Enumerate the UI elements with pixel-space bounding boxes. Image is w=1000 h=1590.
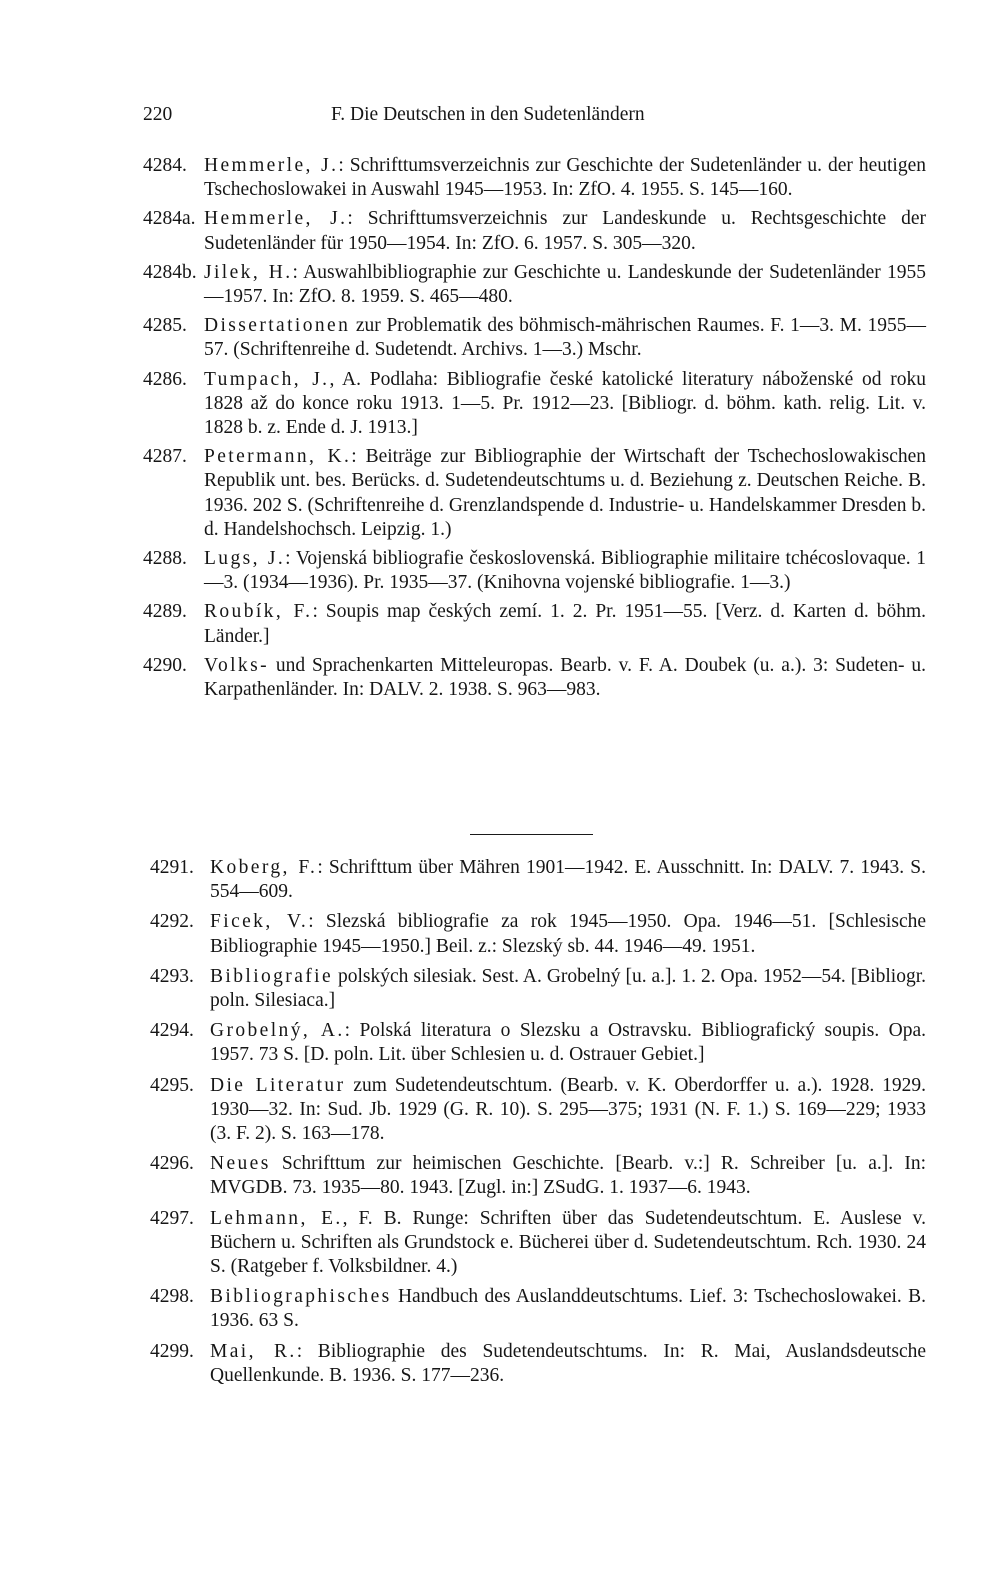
entry-author: Mai, R. <box>210 1340 297 1362</box>
bibliography-entry <box>143 1340 926 1388</box>
entry-number: 4288. <box>143 548 187 570</box>
entry-number: 4290. <box>143 654 187 676</box>
entry-author: Lugs, J. <box>204 548 286 570</box>
bibliography-entry <box>143 965 926 1013</box>
bibliography-entry <box>143 1074 926 1147</box>
running-title: F. Die Deutschen in den Sudetenländern <box>331 104 645 125</box>
section-divider <box>470 834 593 835</box>
bibliography-section-1 <box>143 154 926 707</box>
entry-author: Jilek, H. <box>204 261 293 283</box>
entry-author: Bibliographisches <box>210 1286 392 1308</box>
entry-number: 4296. <box>150 1153 194 1175</box>
bibliography-entry <box>143 154 926 202</box>
bibliography-entry <box>143 1285 926 1333</box>
bibliography-entry <box>143 207 926 255</box>
entry-number: 4293. <box>150 965 194 987</box>
page-number: 220 <box>143 104 173 125</box>
bibliography-entry <box>143 1207 926 1280</box>
entry-author: Lehmann, E. <box>210 1207 343 1229</box>
entry-text: , F. B. Runge: Schriften über das Sudetendeutschtum. E. Auslese v. Büchern u. Schriften als Grundstock e. Bücherei über d. Sudetendeutschtum. Rch. 1930. 24 S. (Ratgeber f. Volksbildner. 4.) <box>210 1207 927 1278</box>
bibliography-entry <box>143 910 926 958</box>
entry-author: Volks- <box>204 654 269 676</box>
entry-author: Hemmerle, J. <box>204 208 348 230</box>
bibliography-entry <box>143 261 926 309</box>
entry-number: 4297. <box>150 1207 194 1229</box>
entry-text: : Schrifttumsverzeichnis zur Geschichte der Sudetenländer u. der heutigen Tschechoslowakei in Auswahl 1945—1953. In: ZfO. 4. 1955. S. 145—160. <box>204 155 926 201</box>
bibliography-section-2 <box>143 856 926 1394</box>
entry-text: und Sprachenkarten Mitteleuropas. Bearb. v. F. A. Doubek (u. a.). 3: Sudeten- u. Karpathenländer. In: DALV. 2. 1938. S. 963—983. <box>204 654 926 701</box>
entry-number: 4289. <box>143 601 187 623</box>
entry-number: 4299. <box>150 1340 194 1362</box>
bibliography-entry <box>143 856 926 904</box>
entry-number: 4284b. <box>143 261 197 283</box>
entry-number: 4298. <box>150 1286 194 1308</box>
page-header <box>143 104 850 130</box>
entry-text: : Bibliographie des Sudetendeutschtums. In: R. Mai, Auslandsdeutsche Quellenkunde. B. 1936. S. 177—236. <box>210 1340 927 1386</box>
entry-text: : Beiträge zur Bibliographie der Wirtschaft der Tschechoslowakischen Republik unt. bes. Berücks. d. Sudetendeutschtums u. d. Beziehung z. Deutschen Reiche. B. 1936. 202 S. (Schriftenreihe d. Grenzlandspende d. Industrie- u. Handelskammer Dresden b. d. Handelshochsch. Leipzig. 1.) <box>204 446 926 540</box>
bibliography-entry <box>143 654 926 702</box>
entry-text: , A. Podlaha: Bibliografie české katolické literatury náboženské od roku 1828 až do konce roku 1913. 1—5. Pr. 1912—23. [Bibliogr. d. böhm. kath. relig. Lit. v. 1828 b. z. Ende d. J. 1913.] <box>204 368 926 439</box>
entry-number: 4292. <box>150 911 194 933</box>
entry-text: zur Problematik des böhmisch-mährischen Raumes. F. 1—3. M. 1955—57. (Schriftenreihe d. Sudetendt. Archivs. 1—3.) Mschr. <box>204 315 926 361</box>
entry-text: : Schrifttumsverzeichnis zur Landeskunde u. Rechtsgeschichte der Sudetenländer für 1950—1954. In: ZfO. 6. 1957. S. 305—320. <box>204 208 926 254</box>
entry-number: 4295. <box>150 1074 194 1096</box>
entry-text: : Polská literatura o Slezsku a Ostravsku. Bibliografický soupis. Opa. 1957. 73 S. [D. poln. Lit. über Schlesien u. d. Ostrauer Gebiet.] <box>210 1020 926 1066</box>
entry-author: Grobelný, A. <box>210 1020 345 1042</box>
entry-text: polských silesiak. Sest. A. Grobelný [u. a.]. 1. 2. Opa. 1952—54. [Bibliogr. poln. Silesiaca.] <box>210 965 926 1012</box>
entry-author: Roubík, F. <box>204 601 313 623</box>
bibliography-entry <box>143 600 926 648</box>
entry-author: Bibliografie <box>210 965 334 987</box>
entry-author: Tumpach, J. <box>204 368 330 390</box>
entry-text: : Auswahlbibliographie zur Geschichte u. Landeskunde der Sudetenländer 1955—1957. In: ZfO. 8. 1959. S. 465—480. <box>204 261 926 308</box>
entry-author: Die Literatur <box>210 1074 346 1096</box>
entry-text: zum Sudetendeutschtum. (Bearb. v. K. Oberdorffer u. a.). 1928. 1929. 1930—32. In: Sud. Jb. 1929 (G. R. 10). S. 295—375; 1931 (N. F. 1.) S. 169—229; 1933 (3. F. 2). S. 163—178. <box>210 1074 926 1145</box>
entry-text: : Slezská bibliografie za rok 1945—1950. Opa. 1946—51. [Schlesische Bibliographie 1945—1950.] Beil. z.: Slezský sb. 44. 1946—49. 1951. <box>210 911 927 957</box>
entry-text: : Schrifttum über Mähren 1901—1942. E. Ausschnitt. In: DALV. 7. 1943. S. 554—609. <box>210 857 926 903</box>
bibliography-entry <box>143 1152 926 1200</box>
entry-text: Handbuch des Auslanddeutschtums. Lief. 3: Tschechoslowakei. B. 1936. 63 S. <box>210 1286 926 1332</box>
entry-number: 4287. <box>143 446 187 468</box>
entry-text: : Soupis map českých zemí. 1. 2. Pr. 1951—55. [Verz. d. Karten d. böhm. Länder.] <box>204 601 926 647</box>
bibliography-entry <box>143 314 926 362</box>
bibliography-entry <box>143 547 926 595</box>
entry-author: Neues <box>210 1153 271 1175</box>
bibliography-entry <box>143 445 926 542</box>
entry-number: 4294. <box>150 1020 194 1042</box>
entry-author: Dissertationen <box>204 315 351 337</box>
entry-number: 4285. <box>143 315 187 337</box>
entry-number: 4291. <box>150 857 194 878</box>
bibliography-entry <box>143 368 926 441</box>
entry-author: Hemmerle, J. <box>204 155 339 176</box>
entry-number: 4284. <box>143 155 187 176</box>
entry-author: Koberg, F. <box>210 857 318 878</box>
entry-number: 4286. <box>143 368 187 390</box>
entry-author: Petermann, K. <box>204 446 352 468</box>
entry-author: Ficek, V. <box>210 911 309 933</box>
bibliography-entry <box>143 1019 926 1067</box>
entry-text: Schrifttum zur heimischen Geschichte. [Bearb. v.:] R. Schreiber [u. a.]. In: MVGDB. 73. 1935—80. 1943. [Zugl. in:] ZSudG. 1. 1937—6. 1943. <box>210 1153 926 1199</box>
entry-text: : Vojenská bibliografie československá. Bibliographie militaire tchécoslovaque. 1—3. (1934—1936). Pr. 1935—37. (Knihovna vojenské bibliografie. 1—3.) <box>204 548 926 594</box>
entry-number: 4284a. <box>143 208 196 230</box>
